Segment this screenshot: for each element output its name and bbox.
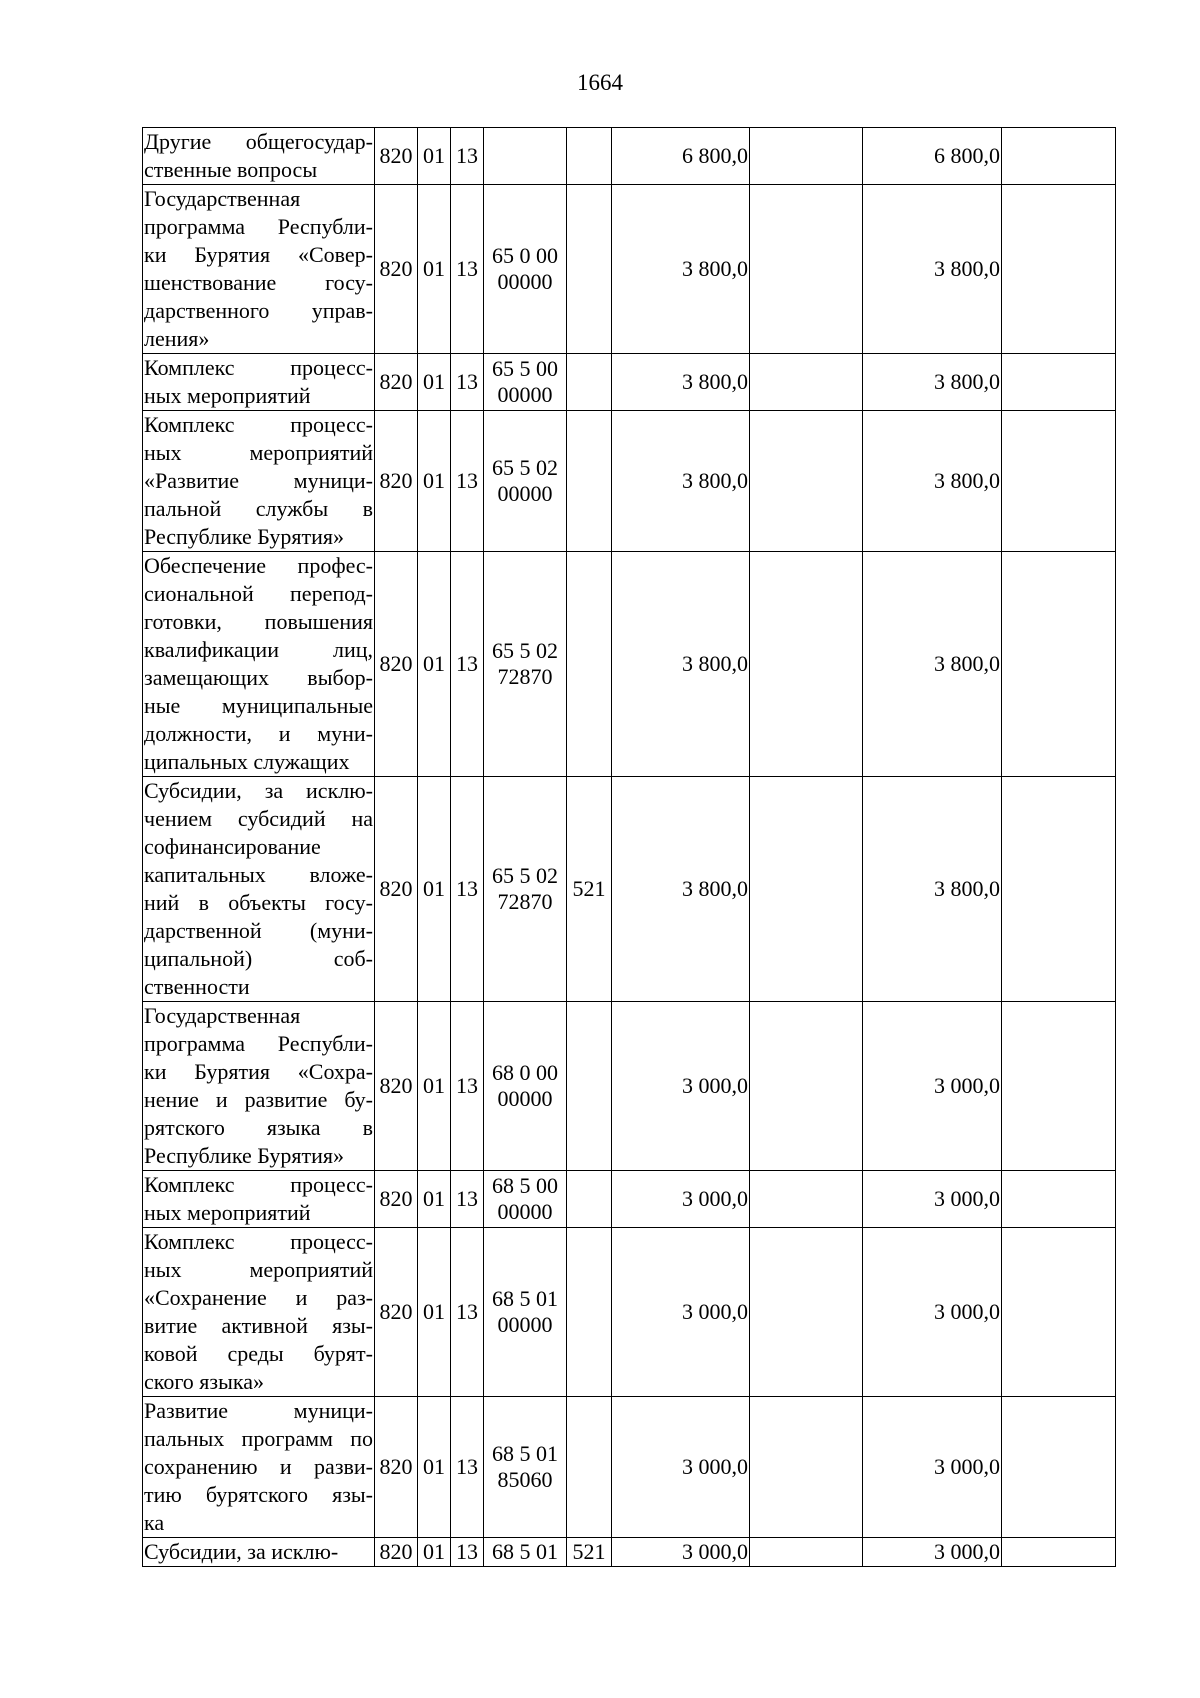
- target-article-cell: 68 5 01: [484, 1538, 567, 1567]
- table-row: [143, 552, 1116, 777]
- item-name-line: Обеспечение профес-: [144, 553, 373, 578]
- table-row: [143, 1002, 1116, 1171]
- subsection-code-cell: 13: [451, 1397, 484, 1538]
- amount-cell: [1002, 777, 1116, 1002]
- item-name-line: Республике Бурятия»: [144, 1143, 345, 1168]
- item-name-line: ского языка»: [144, 1369, 265, 1394]
- amount-cell: 6 800,0: [612, 128, 750, 185]
- amount-cell: [750, 1002, 863, 1171]
- ministry-code-cell: 820: [375, 1171, 418, 1228]
- item-name-line: пальной службы в: [144, 496, 373, 521]
- target-article-cell: 68 5 00 00000: [484, 1171, 567, 1228]
- item-name-cell: [143, 185, 375, 354]
- target-article-cell: 65 5 02 00000: [484, 411, 567, 552]
- ministry-code-cell: 820: [375, 1228, 418, 1397]
- amount-cell: 3 000,0: [612, 1002, 750, 1171]
- subsection-code-cell: 13: [451, 354, 484, 411]
- item-name-cell: [143, 354, 375, 411]
- amount-cell: 3 800,0: [612, 354, 750, 411]
- amount-cell: 6 800,0: [863, 128, 1002, 185]
- ministry-code-cell: 820: [375, 185, 418, 354]
- item-name-line: ных мероприятий: [144, 1257, 373, 1282]
- subsection-code-cell: 13: [451, 777, 484, 1002]
- subsection-code-cell: 13: [451, 1171, 484, 1228]
- subsection-code-cell: 13: [451, 1538, 484, 1567]
- item-name-line: «Развитие муници-: [144, 468, 373, 493]
- budget-table: [142, 127, 1116, 1567]
- target-article-cell: 65 5 00 00000: [484, 354, 567, 411]
- item-name-line: чением субсидий на: [144, 806, 373, 831]
- target-article-cell: 68 5 01 85060: [484, 1397, 567, 1538]
- amount-cell: [750, 185, 863, 354]
- table-row: [143, 185, 1116, 354]
- amount-cell: 3 800,0: [863, 185, 1002, 354]
- amount-cell: [1002, 354, 1116, 411]
- item-name-line: Государственная: [144, 1003, 301, 1028]
- item-name-line: Субсидии, за исклю-: [144, 778, 373, 803]
- amount-cell: [750, 1397, 863, 1538]
- ministry-code-cell: 820: [375, 777, 418, 1002]
- item-name-line: программа Республи-: [144, 1031, 373, 1056]
- item-name-cell: [143, 1002, 375, 1171]
- item-name-cell: [143, 1538, 375, 1567]
- item-name-line: тию бурятского язы-: [144, 1482, 373, 1507]
- item-name-line: Комплекс процесс-: [144, 355, 373, 380]
- amount-cell: [1002, 128, 1116, 185]
- page-number: 1664: [577, 70, 623, 95]
- item-name-cell: [143, 411, 375, 552]
- target-article-cell: 68 5 01 00000: [484, 1228, 567, 1397]
- section-code-cell: 01: [418, 1397, 451, 1538]
- expense-type-cell: [567, 1397, 612, 1538]
- amount-cell: 3 000,0: [612, 1397, 750, 1538]
- amount-cell: 3 800,0: [863, 411, 1002, 552]
- amount-cell: 3 800,0: [863, 354, 1002, 411]
- table-row: [143, 1171, 1116, 1228]
- table-row: [143, 1397, 1116, 1538]
- amount-cell: [750, 354, 863, 411]
- section-code-cell: 01: [418, 185, 451, 354]
- subsection-code-cell: 13: [451, 128, 484, 185]
- item-name-line: готовки, повышения: [144, 609, 373, 634]
- amount-cell: [1002, 552, 1116, 777]
- amount-cell: [750, 552, 863, 777]
- section-code-cell: 01: [418, 1538, 451, 1567]
- section-code-cell: 01: [418, 411, 451, 552]
- ministry-code-cell: 820: [375, 552, 418, 777]
- item-name-line: дарственного управ-: [144, 298, 373, 323]
- item-name-line: программа Республи-: [144, 214, 373, 239]
- subsection-code-cell: 13: [451, 1228, 484, 1397]
- amount-cell: [750, 1171, 863, 1228]
- section-code-cell: 01: [418, 1171, 451, 1228]
- table-row: [143, 1538, 1116, 1567]
- item-name-line: ковой среды бурят-: [144, 1341, 373, 1366]
- amount-cell: 3 800,0: [612, 552, 750, 777]
- item-name-line: должности, и муни-: [144, 721, 373, 746]
- amount-cell: 3 000,0: [612, 1228, 750, 1397]
- item-name-line: Развитие муници-: [144, 1398, 373, 1423]
- ministry-code-cell: 820: [375, 128, 418, 185]
- item-name-line: ципальных служащих: [144, 749, 350, 774]
- item-name-line: Государственная: [144, 186, 301, 211]
- item-name-cell: [143, 1397, 375, 1538]
- amount-cell: 3 000,0: [612, 1538, 750, 1567]
- subsection-code-cell: 13: [451, 411, 484, 552]
- item-name-line: ципальной) соб-: [144, 946, 373, 971]
- subsection-code-cell: 13: [451, 552, 484, 777]
- item-name-cell: [143, 777, 375, 1002]
- amount-cell: [1002, 1397, 1116, 1538]
- item-name-cell: [143, 1171, 375, 1228]
- amount-cell: 3 800,0: [612, 411, 750, 552]
- item-name-line: Комплекс процесс-: [144, 412, 373, 437]
- ministry-code-cell: 820: [375, 354, 418, 411]
- item-name-line: ных мероприятий: [144, 1200, 311, 1225]
- item-name-line: капитальных вложе-: [144, 862, 373, 887]
- item-name-line: ные муниципальные: [144, 693, 373, 718]
- item-name-line: ний в объекты госу-: [144, 890, 373, 915]
- amount-cell: [1002, 1228, 1116, 1397]
- amount-cell: 3 800,0: [863, 777, 1002, 1002]
- item-name-line: софинансирование: [144, 834, 321, 859]
- expense-type-cell: [567, 185, 612, 354]
- item-name-line: нение и развитие бу-: [144, 1087, 373, 1112]
- item-name-cell: [143, 552, 375, 777]
- item-name-line: сиональной перепод-: [144, 581, 373, 606]
- item-name-line: квалификации лиц,: [144, 637, 373, 662]
- amount-cell: [1002, 1171, 1116, 1228]
- item-name-line: ственности: [144, 974, 250, 999]
- expense-type-cell: [567, 1002, 612, 1171]
- amount-cell: [1002, 411, 1116, 552]
- section-code-cell: 01: [418, 128, 451, 185]
- item-name-line: рятского языка в: [144, 1115, 373, 1140]
- item-name-line: ки Бурятия «Совер-: [144, 242, 373, 267]
- subsection-code-cell: 13: [451, 1002, 484, 1171]
- item-name-line: ления»: [144, 326, 210, 351]
- ministry-code-cell: 820: [375, 1538, 418, 1567]
- item-name-line: Комплекс процесс-: [144, 1172, 373, 1197]
- amount-cell: [750, 1538, 863, 1567]
- ministry-code-cell: 820: [375, 1002, 418, 1171]
- table-row: [143, 411, 1116, 552]
- item-name-cell: [143, 1228, 375, 1397]
- amount-cell: [1002, 185, 1116, 354]
- section-code-cell: 01: [418, 1228, 451, 1397]
- amount-cell: 3 000,0: [863, 1397, 1002, 1538]
- expense-type-cell: 521: [567, 777, 612, 1002]
- item-name-line: ки Бурятия «Сохра-: [144, 1059, 373, 1084]
- amount-cell: 3 800,0: [612, 777, 750, 1002]
- item-name-cell: [143, 128, 375, 185]
- amount-cell: [750, 411, 863, 552]
- section-code-cell: 01: [418, 354, 451, 411]
- target-article-cell: [484, 128, 567, 185]
- table-row: [143, 128, 1116, 185]
- section-code-cell: 01: [418, 552, 451, 777]
- expense-type-cell: [567, 354, 612, 411]
- table-row: [143, 354, 1116, 411]
- table-row: [143, 1228, 1116, 1397]
- item-name-line: ных мероприятий: [144, 440, 373, 465]
- section-code-cell: 01: [418, 777, 451, 1002]
- amount-cell: 3 000,0: [863, 1171, 1002, 1228]
- item-name-line: сохранению и разви-: [144, 1454, 373, 1479]
- table-row: [143, 777, 1116, 1002]
- amount-cell: 3 800,0: [863, 552, 1002, 777]
- item-name-line: ка: [144, 1510, 165, 1535]
- ministry-code-cell: 820: [375, 411, 418, 552]
- item-name-line: Другие общегосудар-: [144, 129, 373, 154]
- item-name-line: ственные вопросы: [144, 157, 318, 182]
- expense-type-cell: [567, 552, 612, 777]
- item-name-line: Республике Бурятия»: [144, 524, 345, 549]
- item-name-line: ных мероприятий: [144, 383, 311, 408]
- subsection-code-cell: 13: [451, 185, 484, 354]
- target-article-cell: 65 0 00 00000: [484, 185, 567, 354]
- target-article-cell: 65 5 02 72870: [484, 777, 567, 1002]
- amount-cell: 3 000,0: [863, 1002, 1002, 1171]
- item-name-line: шенствование госу-: [144, 270, 373, 295]
- expense-type-cell: 521: [567, 1538, 612, 1567]
- amount-cell: 3 000,0: [863, 1538, 1002, 1567]
- item-name-line: Комплекс процесс-: [144, 1229, 373, 1254]
- item-name-line: «Сохранение и раз-: [144, 1285, 373, 1310]
- amount-cell: [750, 128, 863, 185]
- item-name-line: витие активной язы-: [144, 1313, 373, 1338]
- target-article-cell: 68 0 00 00000: [484, 1002, 567, 1171]
- amount-cell: [1002, 1002, 1116, 1171]
- amount-cell: 3 000,0: [612, 1171, 750, 1228]
- expense-type-cell: [567, 1228, 612, 1397]
- item-name-line: пальных программ по: [144, 1426, 373, 1451]
- amount-cell: [750, 1228, 863, 1397]
- item-name-line: Субсидии, за исклю-: [144, 1539, 339, 1564]
- item-name-line: замещающих выбор-: [144, 665, 373, 690]
- expense-type-cell: [567, 411, 612, 552]
- expense-type-cell: [567, 1171, 612, 1228]
- amount-cell: [750, 777, 863, 1002]
- ministry-code-cell: 820: [375, 1397, 418, 1538]
- amount-cell: [1002, 1538, 1116, 1567]
- expense-type-cell: [567, 128, 612, 185]
- amount-cell: 3 000,0: [863, 1228, 1002, 1397]
- target-article-cell: 65 5 02 72870: [484, 552, 567, 777]
- section-code-cell: 01: [418, 1002, 451, 1171]
- item-name-line: дарственной (муни-: [144, 918, 373, 943]
- amount-cell: 3 800,0: [612, 185, 750, 354]
